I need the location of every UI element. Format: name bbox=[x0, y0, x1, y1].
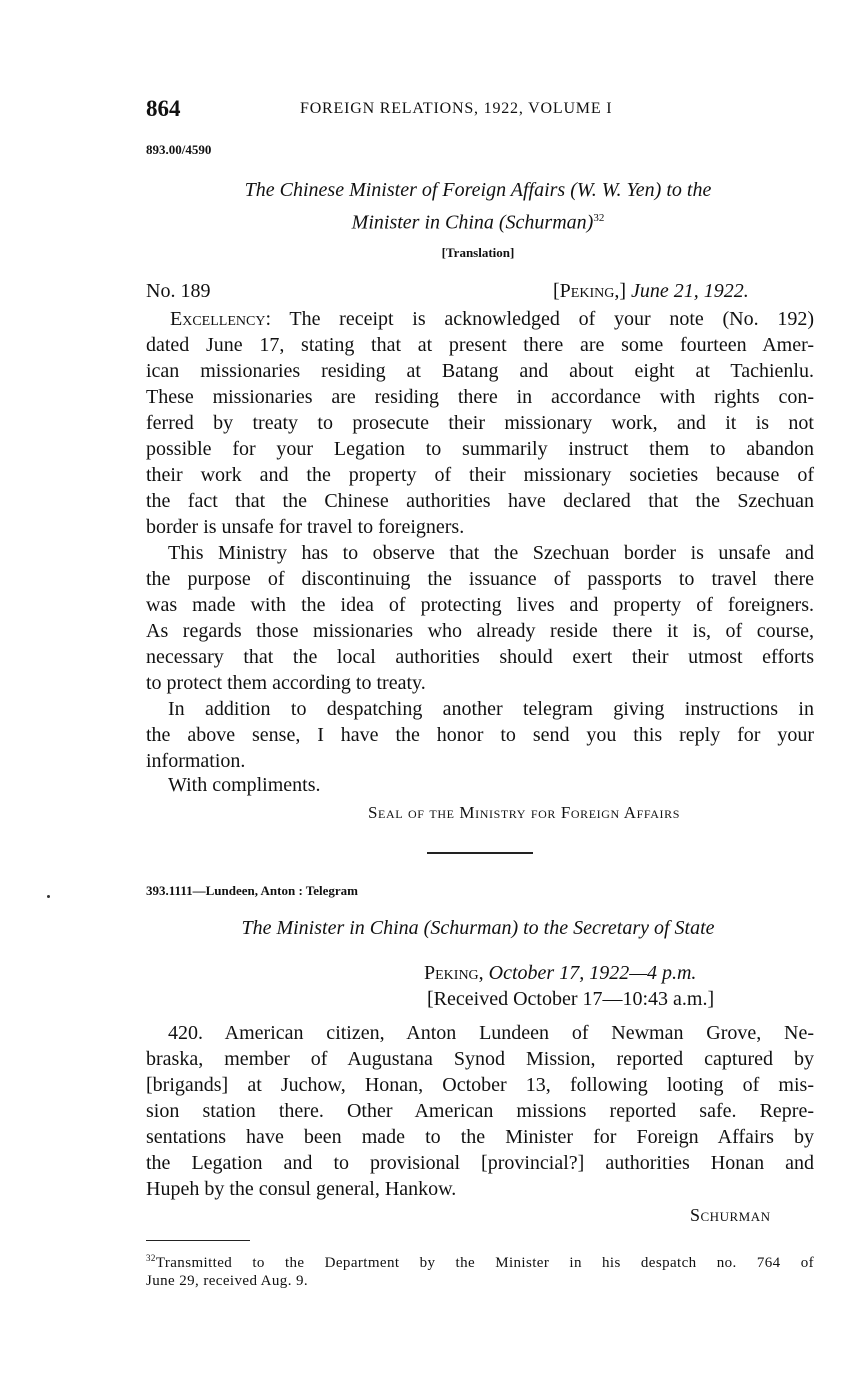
document-title-1 bbox=[146, 176, 810, 237]
title-line-2-text: Minister in China (Schurman) bbox=[351, 211, 594, 234]
title-line-1: The Chinese Minister of Foreign Affairs (W. W. Yen) to the bbox=[244, 179, 712, 201]
title-line-2 bbox=[146, 204, 810, 237]
telegram-line: 420. American citizen, Anton Lundeen of Newman Grove, Ne- bbox=[168, 1022, 814, 1044]
place-and-date bbox=[553, 280, 749, 303]
footnote-text-1: Transmitted to the Department by the Minister in his despatch no. 764 of bbox=[155, 1255, 814, 1271]
margin-mark bbox=[47, 895, 50, 898]
file-number-2: 393.1111—Lundeen, Anton : Telegram bbox=[146, 883, 359, 898]
telegram-line-last: Hupeh by the consul general, Hankow. bbox=[146, 1178, 457, 1200]
file-number-1: 893.00/4590 bbox=[146, 142, 212, 157]
paragraph-text: The receipt is acknowledged of your note (No. 192) bbox=[289, 308, 814, 330]
paragraph-line: border is unsafe for travel to foreigners. bbox=[146, 516, 465, 538]
paragraph-line: In addition to despatching another telegram giving instructions in bbox=[168, 698, 814, 720]
paragraph-line: As regards those missionaries who already reside there it is, of course, bbox=[146, 620, 814, 642]
paragraph-line: was made with the idea of protecting lives and property of foreigners. bbox=[146, 594, 814, 616]
bracket-close: ] bbox=[619, 280, 627, 302]
paragraph-line: ican missionaries residing at Batang and about eight at Tachienlu. bbox=[146, 360, 814, 382]
footnote-marker: 32 bbox=[146, 1253, 156, 1263]
paragraph-line: ferred by treaty to prosecute their missionary work, and it is not bbox=[146, 412, 814, 434]
paragraph-line: possible for your Legation to summarily instruct them to abandon bbox=[146, 438, 814, 460]
telegram-line: [brigands] at Juchow, Honan, October 13, following looting of mis- bbox=[146, 1074, 814, 1096]
bracket-open: [ bbox=[553, 280, 560, 302]
paragraph-line: the purpose of discontinuing the issuance of passports to travel there bbox=[146, 568, 814, 590]
salutation-colon: : bbox=[265, 308, 290, 330]
telegram-line: sion station there. Other American missions reported safe. Repre- bbox=[146, 1100, 814, 1122]
footnote-rule bbox=[146, 1240, 250, 1241]
footnote-ref-32: 32 bbox=[593, 212, 605, 224]
translation-note: [Translation] bbox=[441, 245, 515, 260]
document-number: No. 189 bbox=[146, 280, 211, 302]
telegram-place-date bbox=[424, 962, 696, 985]
running-title: FOREIGN RELATIONS, 1922, VOLUME I bbox=[300, 100, 613, 117]
paragraph-line: the fact that the Chinese authorities have declared that the Szechuan bbox=[146, 490, 814, 512]
place-peking: Peking, bbox=[559, 280, 620, 302]
footnote-line-1 bbox=[146, 1249, 814, 1272]
salutation: Excellency bbox=[170, 308, 266, 330]
footnote bbox=[146, 1249, 814, 1290]
paragraph-line: These missionaries are residing there in accordance with rights con- bbox=[146, 386, 814, 408]
footnote-line-2: June 29, received Aug. 9. bbox=[146, 1273, 309, 1289]
paragraph-line: to protect them according to treaty. bbox=[146, 672, 426, 694]
paragraph-line: This Ministry has to observe that the Szechuan border is unsafe and bbox=[168, 542, 814, 564]
telegram-line: sentations have been made to the Minister for Foreign Affairs by bbox=[146, 1126, 814, 1148]
seal-of-ministry: Seal of the Ministry for Foreign Affairs bbox=[368, 803, 680, 822]
telegram-date-time: October 17, 1922—4 p.m. bbox=[488, 962, 697, 984]
telegram-line: braska, member of Augustana Synod Mission, reported captured by bbox=[146, 1048, 814, 1070]
paragraph-line bbox=[170, 306, 814, 332]
letter-date: June 21, 1922. bbox=[631, 280, 749, 302]
telegram-place: Peking, bbox=[424, 962, 484, 984]
section-divider bbox=[427, 852, 533, 854]
paragraph-line: the above sense, I have the honor to send you this reply for your bbox=[146, 724, 814, 746]
paragraph-line: their work and the property of their missionary societies because of bbox=[146, 464, 814, 486]
paragraph-line: information. bbox=[146, 750, 246, 772]
telegram-line: the Legation and to provisional [provincial?] authorities Honan and bbox=[146, 1152, 814, 1174]
signature-schurman: Schurman bbox=[690, 1205, 771, 1225]
paragraph-line: dated June 17, stating that at present there are some fourteen Amer- bbox=[146, 334, 814, 356]
document-title-2: The Minister in China (Schurman) to the Secretary of State bbox=[241, 917, 715, 939]
page-number: 864 bbox=[146, 96, 181, 121]
received-line: [Received October 17—10:43 a.m.] bbox=[427, 988, 715, 1010]
paragraph-line: necessary that the local authorities should exert their utmost efforts bbox=[146, 646, 814, 668]
compliments: With compliments. bbox=[168, 774, 321, 796]
